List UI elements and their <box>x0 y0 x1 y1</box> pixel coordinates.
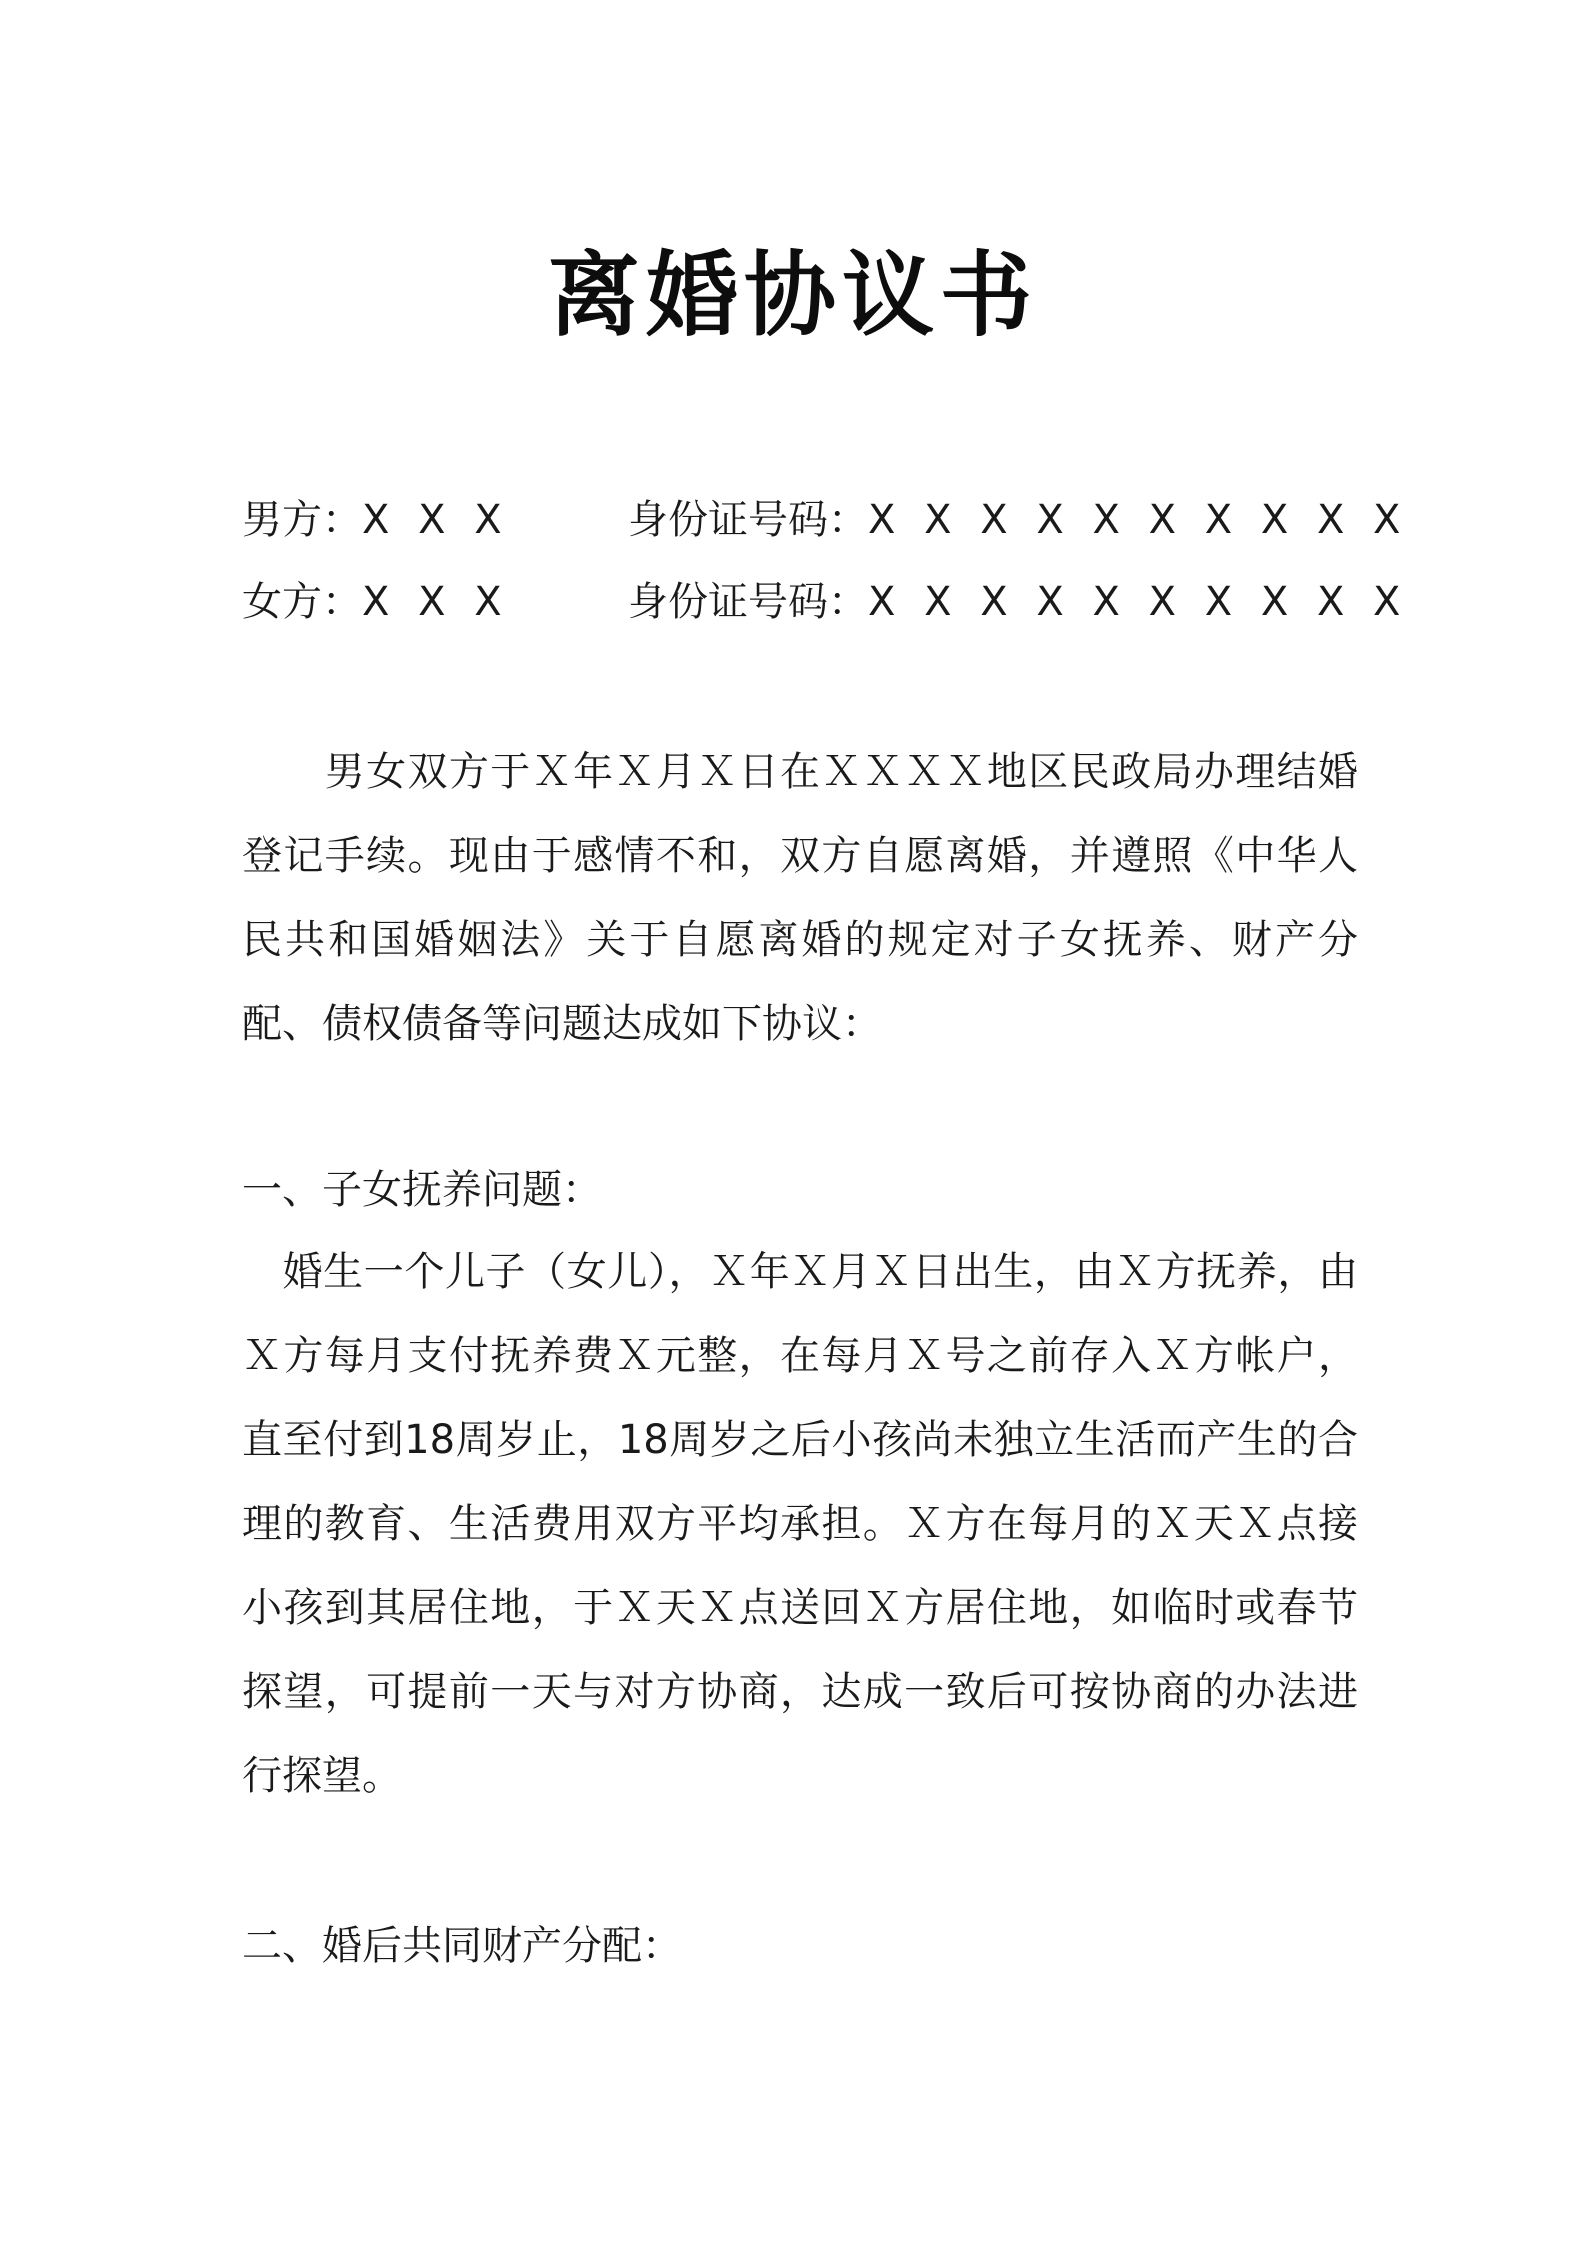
section2-heading: 二、婚后共同财产分配： <box>242 1923 682 1969</box>
section1-body: 婚生一个儿子（女儿），Ｘ年Ｘ月Ｘ日出生，由Ｘ方抚养，由Ｘ方每月支付抚养费Ｘ元整，在每月Ｘ号之前存入Ｘ方帐户，直至付到18周岁止，18周岁之后小孩尚未独立生活而产生的合理的教育、生活费用双方平均承担。Ｘ方在每月的Ｘ天Ｘ点接小孩到其居住地，于Ｘ天Ｘ点送回Ｘ方居住地，如临时或春节探望，可提前一天与对方协商，达成一致后可按协商的办法进行探望。 <box>242 1249 1358 1799</box>
male-id-value: X X X X X X X X X X <box>868 497 1409 543</box>
male-label: 男方： <box>242 497 362 543</box>
female-party-row <box>242 572 1409 632</box>
female-label: 女方： <box>242 579 362 625</box>
male-id-label: 身份证号码： <box>628 497 868 543</box>
intro-paragraph: 男女双方于Ｘ年Ｘ月Ｘ日在ＸＸＸＸ地区民政局办理结婚登记手续。现由于感情不和，双方自愿离婚，并遵照《中华人民共和国婚姻法》关于自愿离婚的规定对子女抚养、财产分配、债权债备等问题达成如下协议： <box>242 749 1358 1047</box>
male-id-field <box>628 490 1408 550</box>
female-id-field <box>628 572 1408 632</box>
female-id-label: 身份证号码： <box>628 579 868 625</box>
section1-heading: 一、子女抚养问题： <box>242 1167 602 1213</box>
female-name-field <box>242 572 510 632</box>
document-title: 离婚协议书 <box>547 242 1038 349</box>
male-party-row <box>242 490 1409 550</box>
male-name: X X X <box>362 497 510 543</box>
female-id-value: X X X X X X X X X X <box>868 579 1409 625</box>
male-name-field <box>242 490 510 550</box>
female-name: X X X <box>362 579 510 625</box>
